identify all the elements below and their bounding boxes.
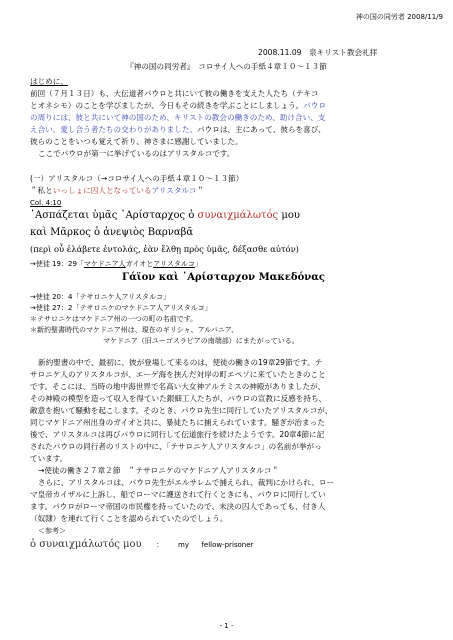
gloss-my: my	[178, 541, 189, 549]
greek-text: μου	[278, 210, 300, 221]
greek-reference: Col. 4:10	[30, 199, 62, 207]
intro-highlight: え合い、愛し合う者たちの交わりがありました。	[30, 125, 198, 134]
note: ＊新約聖書時代のマケドニア州は、現在のギリシャ、アルバニア、	[30, 326, 239, 334]
intro-heading: はじめに、	[30, 77, 68, 86]
intro-line-highlight: の周りには、彼と共にいて神の国のため、キリストの教会の働きのため、助け合い、支	[30, 113, 326, 122]
quote-open: ＂私と	[30, 186, 53, 195]
greek-line: Γάϊον καὶ ᾽Αρίσταρχον Μακεδόνας	[122, 272, 325, 283]
body-line: さらに、アリスタルコは、パウロ先生がエルサレムで捕えられ、裁判にかけられ、ロー	[38, 478, 335, 487]
page-number: - 1 -	[219, 622, 234, 630]
quote-red: いっしょに囚人となっている	[52, 186, 152, 195]
body-line: サロニケ人のアリスタルコが、エーゲ海を挟んだ対岸の町エペソに来ていたときのこと	[30, 370, 326, 379]
gloss-english: fellow-prisoner	[201, 541, 254, 549]
ref-text: マケドニア人	[83, 260, 126, 268]
ref-text: アリスタルコ	[153, 260, 195, 268]
gloss-separator: ：	[156, 540, 164, 549]
running-header: 神の国の同労者 2008/11/9	[355, 13, 443, 21]
body-line: 新約聖書の中で、最初に、彼が登場して来るのは、使徒の働きの19章29節です。テ	[38, 358, 323, 367]
intro-line: ここでパウロが第一に挙げているのはアリスタルコです。	[38, 149, 235, 158]
cross-reference: →使徒 20：4「テサロニケ人アリスタルコ」	[30, 293, 171, 301]
body-line: です。そこには、当時の地中海世界で名高い大女神アルテミスの神殿がありましたが、	[30, 382, 326, 391]
greek-highlight: συναιχμάλωτός	[197, 210, 279, 221]
gloss-line	[30, 538, 253, 552]
intro-line	[30, 100, 326, 111]
quote-blue: アリスタルコ	[151, 186, 197, 195]
intro-highlight: パウロ	[303, 101, 327, 110]
greek-text: ᾽Ασπάζεται ὑμᾶς ᾽Αρίσταρχος ὁ	[30, 210, 198, 221]
greek-line: (περὶ οὗ ἐλάβετε ἐντολάς, ἐὰν ἔλθῃ πρὸς ὑμᾶς, δέξασθε αὐτόν)	[30, 244, 299, 254]
sermon-title: 『神の国の同労者』 コロサイ人への手紙４章１０～１３節	[126, 62, 327, 71]
quote-close: ＂	[196, 186, 205, 195]
greek-line: καὶ Μᾶρκος ὁ ἀνεψιὸς Βαρναβᾶ	[30, 227, 194, 238]
body-line: ます。パウロがローマ帝国の市民権を持っていたので、未決の囚人であっても、付き人	[30, 502, 326, 511]
ref-text: ガイオと	[125, 260, 154, 268]
ref-text: →使徒 19：29「	[30, 260, 84, 268]
note: ＊テサロニケはマケドニア州の一つの町の名前です。	[30, 315, 198, 323]
intro-text: パウロは、主にあって、彼らを喜び、	[197, 125, 326, 134]
body-line: →使徒の働き２７章２節 ＂テサロニケのマケドニア人アリスタルコ＂	[38, 466, 280, 475]
gloss-greek: ὁ συναιχμάλωτός μου	[30, 539, 142, 550]
note: マケドニア（旧ユーゴスラビアの南端部）にまたがっている。	[103, 337, 299, 345]
section-heading: (一）アリスタルコ（→コロサイ人への手紙４章１０～１３節）	[30, 174, 244, 183]
date-line: 2008.11.09 泉キリスト教会礼拝	[258, 48, 378, 57]
intro-line: 彼らのことをいつも覚えて祈り、神さまに感謝していました。	[30, 137, 243, 146]
body-line: 同じマケドニア州出身のガイオと共に、暴徒たちに捕えられています。騒ぎが治まった	[30, 418, 325, 427]
intro-text: とオネシモ）のことを学びましたが、今日もその続きを学ぶことにしましょう。	[30, 101, 304, 110]
body-line: ています。	[30, 454, 68, 463]
key-quote	[30, 185, 204, 196]
cross-reference: →使徒 27：2「テサロニケのマケドニア人アリスタルコ」	[30, 304, 212, 312]
cross-reference	[30, 259, 202, 269]
body-line: （奴隷）を連れて行くことを認められていたのでしょう。	[30, 514, 228, 523]
greek-line	[30, 209, 300, 223]
body-line: 敵意を抱いて騒動を起こします。そのとき、パウロ先生に同行していたアリスタルコが、	[30, 406, 333, 415]
intro-line	[30, 124, 326, 135]
body-line: されたパウロの同行者のリストの中に、「テサロニケ人アリスタルコ」の名前が挙がっ	[30, 442, 322, 451]
ref-text: 」	[194, 260, 202, 268]
intro-line: 前回（７月１３日）も、大伝道者パウロと共にいて彼の働きを支えた人たち（テキコ	[30, 89, 319, 98]
reference-label: ＜参考＞	[38, 527, 66, 535]
body-line: 後で、アリスタルコは再びパウロに同行して伝道旅行を続けたようです。20章4節に記	[30, 430, 325, 439]
body-line: マ皇帝カイザルに上訴し、船でローマに護送されて行くときにも、パウロに同行してい	[30, 490, 326, 499]
body-line: その神殿の模型を造って収入を得ていた銀細工人たちが、パウロの宣教に反感を持ち、	[30, 394, 327, 403]
